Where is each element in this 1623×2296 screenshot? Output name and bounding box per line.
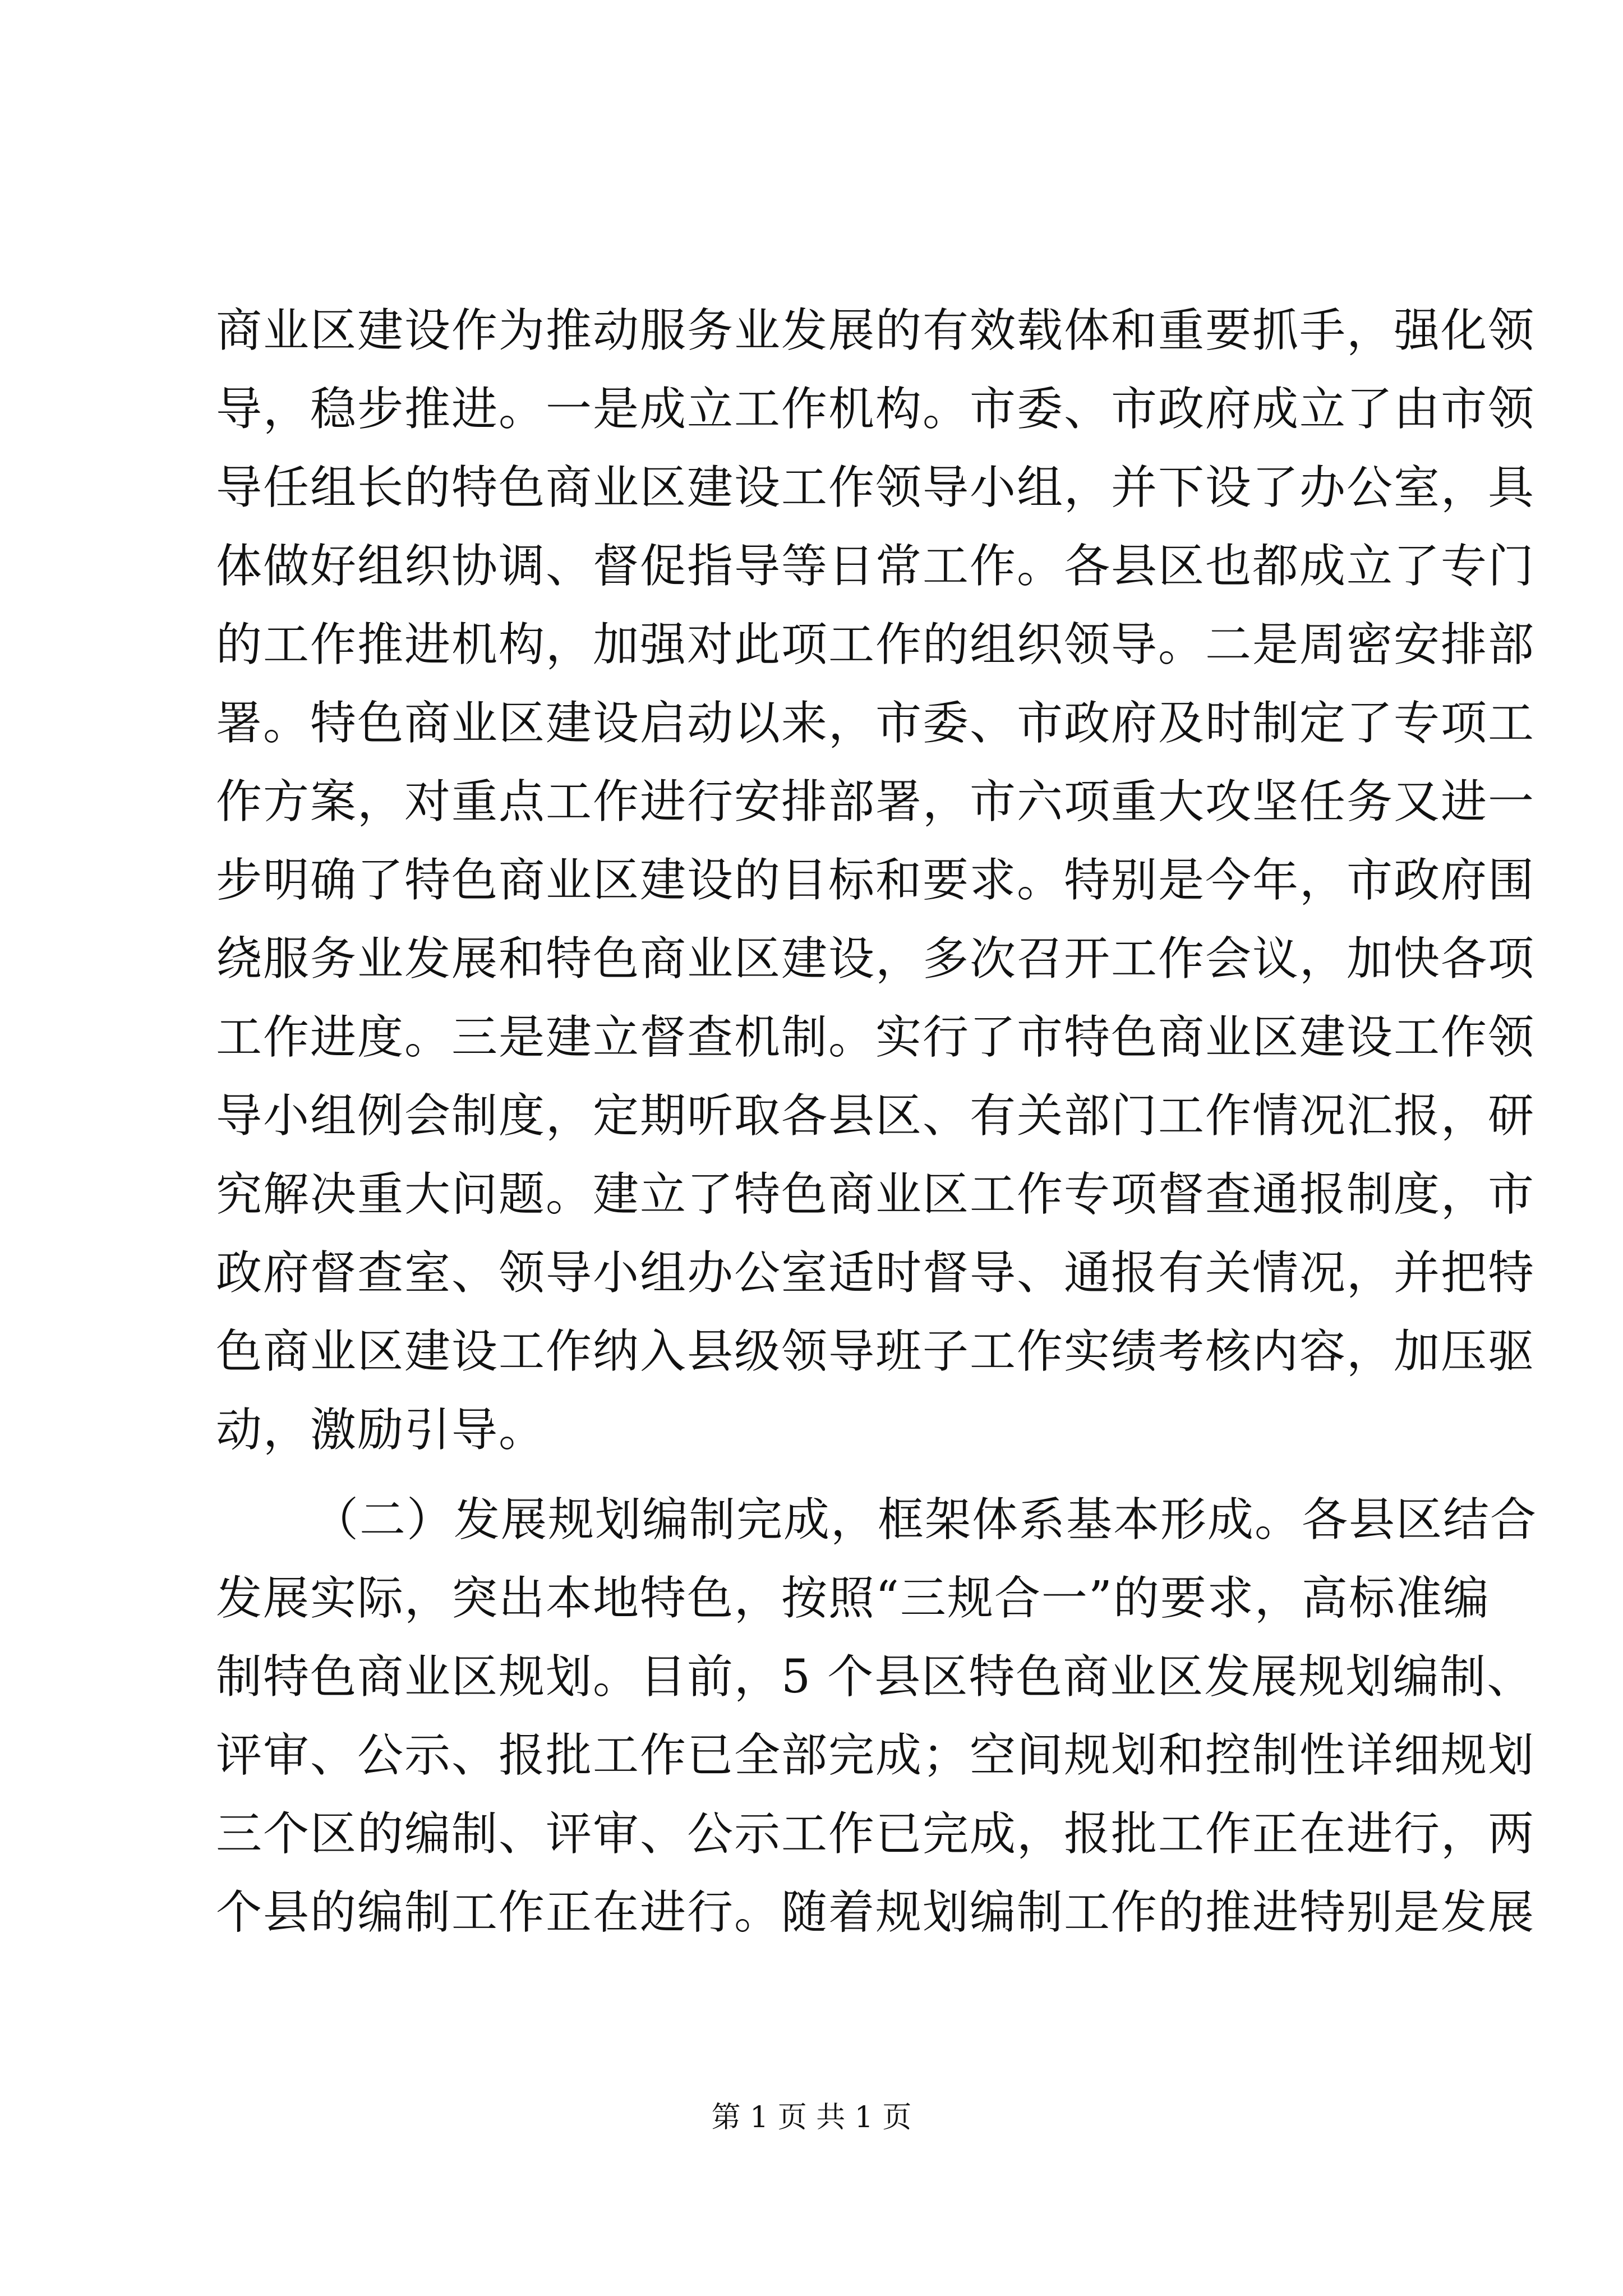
text-line: 动，激励引导。 [216,1404,546,1457]
text-line: 三个区的编制、评审、公示工作已完成，报批工作正在进行，两 [216,1807,1536,1861]
text-line: 商业区建设作为推动服务业发展的有效载体和重要抓手，强化领 [216,304,1536,357]
paragraph-1 [216,292,1536,1470]
text-line: 发展实际，突出本地特色，按照“三规合一”的要求，高标准编 [216,1572,1490,1625]
text-line: 制特色商业区规划。目前，5 个县区特色商业区发展规划编制、 [216,1650,1534,1704]
document-body [216,292,1538,1952]
text-line: （二）发展规划编制完成，框架体系基本形成。各县区结合 [312,1493,1538,1547]
paragraph-spacer [216,1470,1427,1481]
text-line: 的工作推进机构，加强对此项工作的组织领导。二是周密安排部 [216,618,1536,671]
text-line: 步明确了特色商业区建设的目标和要求。特别是今年，市政府围 [216,854,1536,907]
text-line: 体做好组织协调、督促指导等日常工作。各县区也都成立了专门 [216,540,1536,593]
text-line: 色商业区建设工作纳入县级领导班子工作实绩考核内容，加压驱 [216,1325,1536,1378]
text-line: 工作进度。三是建立督查机制。实行了市特色商业区建设工作领 [216,1011,1536,1064]
text-line: 署。特色商业区建设启动以来，市委、市政府及时制定了专项工 [216,697,1536,750]
text-line: 政府督查室、领导小组办公室适时督导、通报有关情况，并把特 [216,1246,1536,1300]
page-number-label: 第 1 页 共 1 页 [711,2101,912,2134]
text-line: 究解决重大问题。建立了特色商业区工作专项督查通报制度，市 [216,1168,1536,1221]
text-line: 导，稳步推进。一是成立工作机构。市委、市政府成立了由市领 [216,383,1536,436]
paragraph-2 [216,1481,1538,1952]
text-line: 作方案，对重点工作进行安排部署，市六项重大攻坚任务又进一 [216,775,1536,829]
text-line: 评审、公示、报批工作已全部完成；空间规划和控制性详细规划 [216,1729,1536,1782]
text-line: 导任组长的特色商业区建设工作领导小组，并下设了办公室，具 [216,461,1536,514]
page-footer [0,2095,1623,2140]
text-line: 绕服务业发展和特色商业区建设，多次召开工作会议，加快各项 [216,932,1536,986]
text-line: 个县的编制工作正在进行。随着规划编制工作的推进特别是发展 [216,1886,1536,1939]
text-line: 导小组例会制度，定期听取各县区、有关部门工作情况汇报，研 [216,1089,1536,1143]
